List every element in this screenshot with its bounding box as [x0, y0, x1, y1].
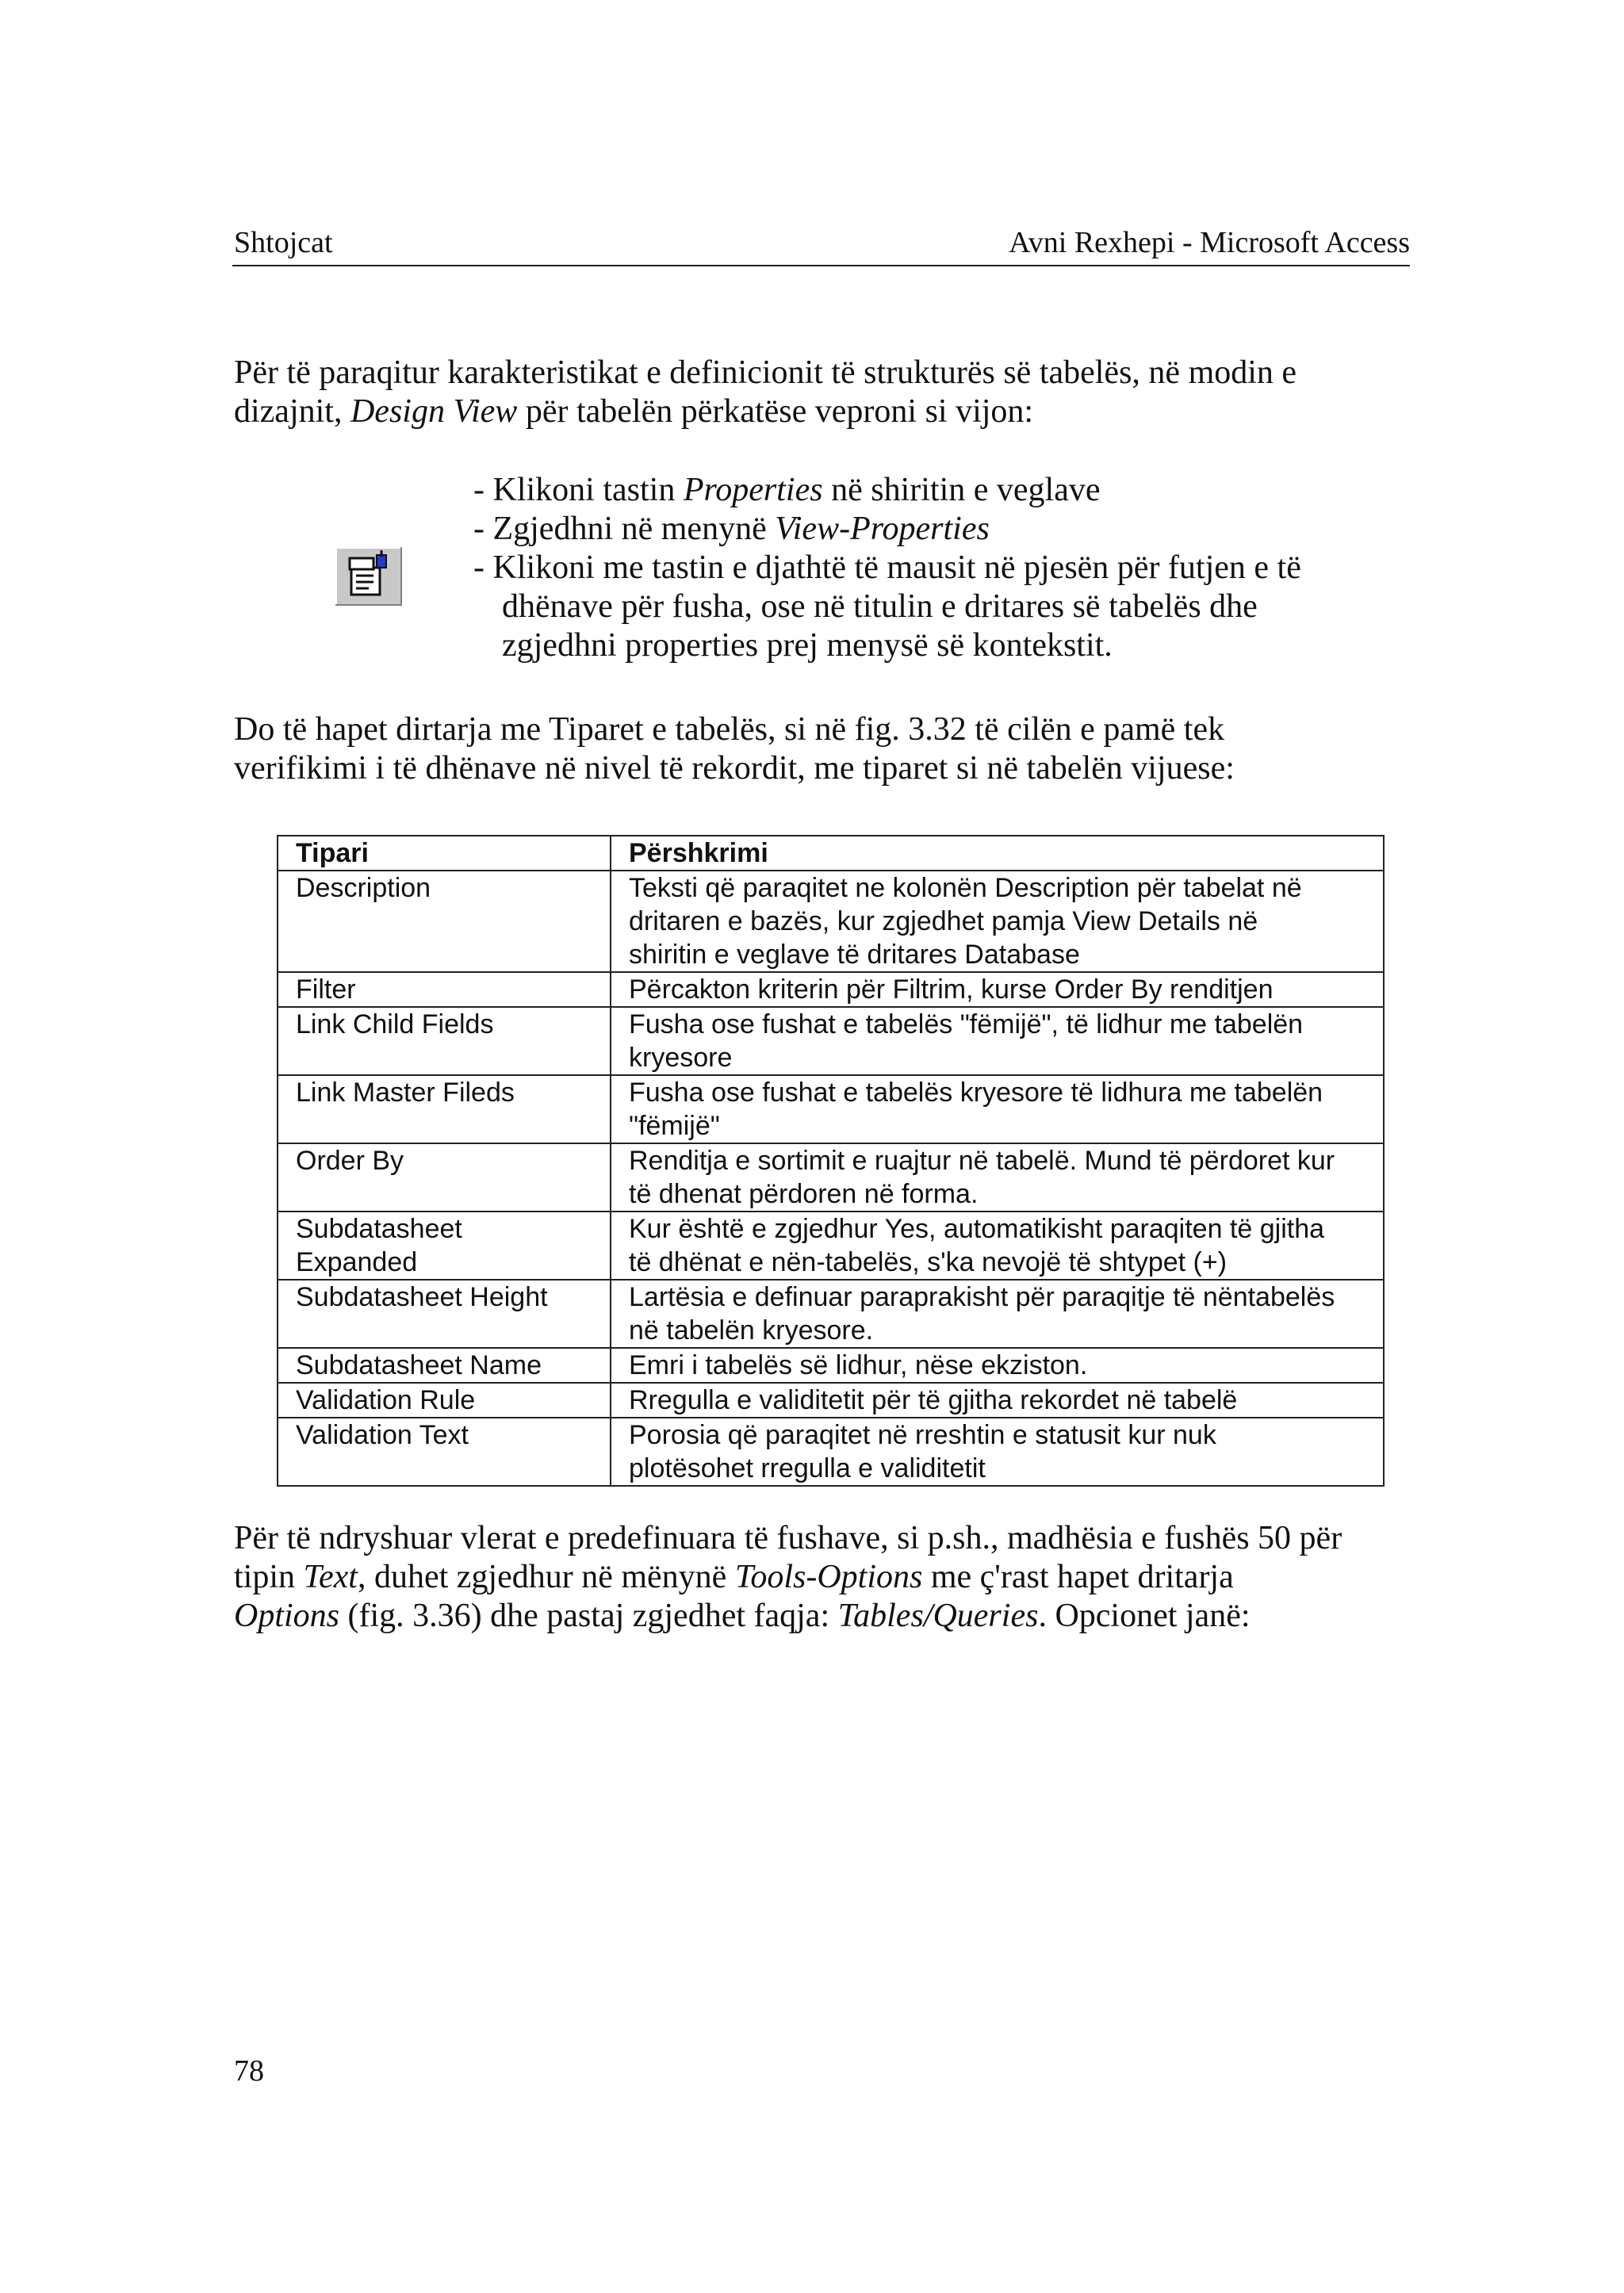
property-description-line: Lartësia e definuar paraprakisht për paraqitje të nëntabelës: [629, 1282, 1335, 1312]
property-name-line: Description: [296, 873, 431, 903]
property-description-line: Teksti që paraqitet ne kolonën Description për tabelat në: [629, 873, 1302, 903]
properties-icon: [335, 547, 402, 606]
property-name-line: Subdatasheet Height: [296, 1282, 548, 1312]
property-description-line: Fusha ose fushat e tabelës kryesore të lidhura me tabelën: [629, 1078, 1323, 1108]
property-description-line: Rregulla e validitetit për të gjitha rekordet në tabelë: [629, 1385, 1238, 1415]
property-name-cell: [278, 1075, 611, 1143]
table-row: [278, 1418, 1384, 1486]
table-row: [278, 871, 1384, 972]
property-name-cell: [278, 871, 611, 972]
table-header-row: [278, 836, 1384, 871]
step-1: [473, 471, 1301, 510]
table-intro-line-2: verifikimi i të dhënave në nivel të rekordit, me tiparet si në tabelën vijuese:: [234, 750, 1235, 787]
intro-text: për tabelën përkatëse veproni si vijon:: [517, 393, 1034, 430]
property-description-cell: [611, 1007, 1384, 1075]
properties-table: [277, 835, 1385, 1487]
intro-line-1: Për të paraqitur karakteristikat e definicionit të strukturës së tabelës, në modin e: [234, 354, 1297, 391]
property-description-cell: [611, 1418, 1384, 1486]
intro-line-2: [234, 392, 1415, 431]
step-3-line-2: dhënave për fusha, ose në titulin e dritares së tabelës dhe: [502, 588, 1258, 625]
property-description-cell: [611, 972, 1384, 1007]
column-header-property: Tipari: [278, 836, 611, 871]
property-description-line: në tabelën kryesore.: [629, 1315, 874, 1346]
step-text: - Klikoni tastin: [473, 472, 684, 508]
property-description-line: dritaren e bazës, kur zgjedhet pamja View Details në: [629, 906, 1258, 936]
property-name-cell: [278, 972, 611, 1007]
property-description-cell: [611, 1383, 1384, 1418]
closing-line-3: [234, 1597, 1415, 1636]
table-row: [278, 1383, 1384, 1418]
table-row: [278, 972, 1384, 1007]
design-view-term: Design View: [350, 393, 518, 430]
tables-queries-term: Tables/Queries: [837, 1598, 1039, 1634]
table-row: [278, 1143, 1384, 1212]
header-book-title: Avni Rexhepi - Microsoft Access: [1009, 226, 1410, 259]
closing-text: , duhet zgjedhur në mënynë: [357, 1559, 735, 1595]
property-name-cell: [278, 1383, 611, 1418]
property-name-line: Subdatasheet Name: [296, 1350, 542, 1380]
property-name-line: Link Master Fileds: [296, 1078, 515, 1108]
closing-text: . Opcionet janë:: [1038, 1598, 1251, 1634]
step-text: në shiritin e veglave: [822, 472, 1101, 508]
step-2: [473, 510, 1301, 549]
options-term: Options: [234, 1598, 340, 1634]
closing-text: (fig. 3.36) dhe pastaj zgjedhet faqja:: [339, 1598, 838, 1634]
property-description-line: "fëmijë": [629, 1111, 720, 1141]
table-row: [278, 1280, 1384, 1348]
property-description-line: Kur është e zgjedhur Yes, automatikisht paraqiten të gjitha: [629, 1214, 1325, 1244]
property-name-line: Validation Rule: [296, 1385, 476, 1415]
step-3-line-3: zgjedhni properties prej menysë së kontekstit.: [502, 627, 1113, 664]
header-rule: [232, 265, 1410, 266]
property-name-line: Filter: [296, 974, 356, 1005]
header-section-title: Shtojcat: [234, 226, 333, 259]
property-description-cell: [611, 1348, 1384, 1383]
property-description-line: shiritin e veglave të dritares Database: [629, 940, 1080, 970]
property-description-line: Renditja e sortimit e ruajtur në tabelë. Mund të përdoret kur: [629, 1146, 1335, 1176]
table-row: [278, 1007, 1384, 1075]
property-name-line: Order By: [296, 1146, 404, 1176]
property-description-cell: [611, 1143, 1384, 1212]
property-description-line: Porosia që paraqitet në rreshtin e statusit kur nuk: [629, 1420, 1216, 1450]
property-name-cell: [278, 1418, 611, 1486]
closing-text: tipin: [234, 1559, 304, 1595]
property-name-line: Subdatasheet: [296, 1214, 462, 1244]
property-description-line: kryesore: [629, 1043, 733, 1073]
property-name-cell: [278, 1007, 611, 1075]
table-row: [278, 1348, 1384, 1383]
closing-line-1: Për të ndryshuar vlerat e predefinuara të fushave, si p.sh., madhësia e fushës 50 për: [234, 1520, 1342, 1556]
property-description-line: të dhënat e nën-tabelës, s'ka nevojë të shtypet (+): [629, 1247, 1228, 1277]
property-name-line: Validation Text: [296, 1420, 469, 1450]
property-description-line: Emri i tabelës së lidhur, nëse ekziston.: [629, 1350, 1088, 1380]
view-properties-term: View-Properties: [775, 511, 990, 547]
page-number: 78: [234, 2054, 264, 2088]
property-name-cell: [278, 1212, 611, 1280]
property-description-cell: [611, 1212, 1384, 1280]
table-row: [278, 1075, 1384, 1143]
property-description-line: Përcakton kriterin për Filtrim, kurse Order By renditjen: [629, 974, 1274, 1005]
steps-list: [473, 471, 1301, 665]
property-name-cell: [278, 1280, 611, 1348]
property-name-line: Expanded: [296, 1247, 418, 1277]
step-text: - Zgjedhni në menynë: [473, 511, 776, 547]
closing-line-2: [234, 1558, 1415, 1597]
table-body: [278, 871, 1384, 1486]
table-row: [278, 1212, 1384, 1280]
closing-text: me ç'rast hapet dritarja: [922, 1559, 1234, 1595]
property-description-cell: [611, 1075, 1384, 1143]
property-description-line: të dhenat përdoren në forma.: [629, 1179, 979, 1209]
step-3-line-1: - Klikoni me tastin e djathtë të mausit në pjesën për futjen e të: [473, 549, 1301, 586]
intro-text: dizajnit,: [234, 393, 350, 430]
table-intro-line-1: Do të hapet dirtarja me Tiparet e tabelës, si në fig. 3.32 të cilën e pamë tek: [234, 711, 1225, 748]
property-description-line: Fusha ose fushat e tabelës "fëmijë", të lidhur me tabelën: [629, 1009, 1304, 1039]
intro-paragraph: [234, 354, 1415, 431]
property-name-cell: [278, 1143, 611, 1212]
text-term: Text: [303, 1559, 358, 1595]
table-intro-paragraph: [234, 710, 1415, 788]
properties-term: Properties: [683, 472, 823, 508]
tools-options-term: Tools-Options: [734, 1559, 923, 1595]
property-description-cell: [611, 1280, 1384, 1348]
property-name-line: Link Child Fields: [296, 1009, 494, 1039]
closing-paragraph: [234, 1519, 1415, 1636]
column-header-description: Përshkrimi: [611, 836, 1384, 871]
property-description-line: plotësohet rregulla e validitetit: [629, 1453, 986, 1483]
property-name-cell: [278, 1348, 611, 1383]
property-description-cell: [611, 871, 1384, 972]
